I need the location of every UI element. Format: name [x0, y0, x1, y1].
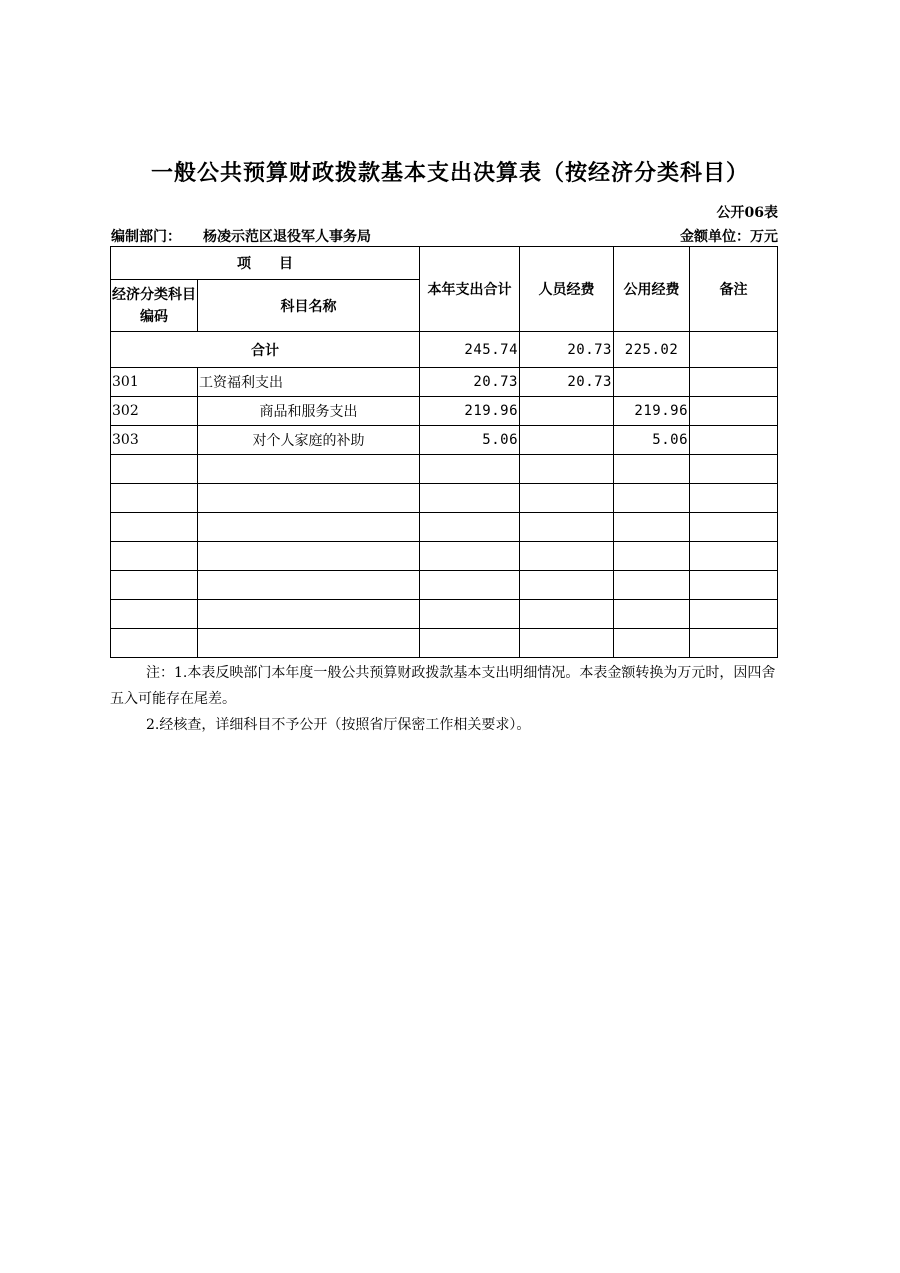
row-total — [420, 455, 520, 484]
prepared-by — [111, 226, 371, 246]
row-total — [420, 513, 520, 542]
row-code: 301 — [111, 368, 198, 397]
total-label: 合计 — [111, 332, 420, 368]
header-total: 本年支出合计 — [420, 247, 520, 332]
row-total: 5.06 — [420, 426, 520, 455]
header-row-1 — [111, 247, 778, 280]
row-public — [614, 542, 690, 571]
row-remark — [690, 426, 778, 455]
row-personnel: 20.73 — [520, 368, 614, 397]
row-name — [198, 629, 420, 658]
row-name: 对个人家庭的补助 — [198, 426, 420, 455]
note-2: 2.经核查，详细科目不予公开（按照省厅保密工作相关要求）。 — [146, 717, 531, 733]
row-total — [420, 542, 520, 571]
row-remark — [690, 368, 778, 397]
table-row — [111, 397, 778, 426]
row-remark — [690, 455, 778, 484]
row-total — [420, 571, 520, 600]
row-remark — [690, 571, 778, 600]
row-name — [198, 571, 420, 600]
row-name: 商品和服务支出 — [198, 397, 420, 426]
row-personnel — [520, 513, 614, 542]
row-name — [198, 600, 420, 629]
table-row — [111, 513, 778, 542]
notes — [110, 660, 778, 738]
expenditure-table — [110, 246, 778, 658]
header-personnel: 人员经费 — [520, 247, 614, 332]
row-name — [198, 455, 420, 484]
row-personnel — [520, 455, 614, 484]
prepared-by-value: 杨凌示范区退役军人事务局 — [203, 229, 371, 245]
row-public — [614, 571, 690, 600]
header-subject-name: 科目名称 — [198, 280, 420, 332]
row-public — [614, 600, 690, 629]
unit-label: 金额单位：万元 — [680, 229, 778, 245]
row-personnel — [520, 571, 614, 600]
row-personnel — [520, 426, 614, 455]
row-total: 20.73 — [420, 368, 520, 397]
header-remark: 备注 — [690, 247, 778, 332]
table-row — [111, 600, 778, 629]
total-row — [111, 332, 778, 368]
row-total — [420, 600, 520, 629]
table-row — [111, 571, 778, 600]
total-public: 225.02 — [614, 332, 690, 368]
row-code: 302 — [111, 397, 198, 426]
table-row — [111, 629, 778, 658]
total-amount: 245.74 — [420, 332, 520, 368]
row-remark — [690, 513, 778, 542]
row-personnel — [520, 397, 614, 426]
header-item: 项 目 — [111, 247, 420, 280]
table-id: 公开06表 — [716, 205, 778, 221]
row-name — [198, 542, 420, 571]
row-code — [111, 542, 198, 571]
row-remark — [690, 629, 778, 658]
row-total — [420, 629, 520, 658]
row-code — [111, 455, 198, 484]
total-remark — [690, 332, 778, 368]
row-personnel — [520, 629, 614, 658]
row-personnel — [520, 600, 614, 629]
row-total: 219.96 — [420, 397, 520, 426]
table-row — [111, 542, 778, 571]
row-name — [198, 513, 420, 542]
row-name — [198, 484, 420, 513]
row-public — [614, 455, 690, 484]
row-personnel — [520, 484, 614, 513]
row-public — [614, 513, 690, 542]
row-code: 303 — [111, 426, 198, 455]
row-remark — [690, 542, 778, 571]
row-name: 工资福利支出 — [198, 368, 420, 397]
header-public: 公用经费 — [614, 247, 690, 332]
total-personnel: 20.73 — [520, 332, 614, 368]
table-row — [111, 368, 778, 397]
note-1: 注：1.本表反映部门本年度一般公共预算财政拨款基本支出明细情况。本表金额转换为万元时，因四舍五入可能存在尾差。 — [110, 665, 776, 707]
page-title: 一般公共预算财政拨款基本支出决算表（按经济分类科目） — [150, 160, 749, 186]
row-public — [614, 368, 690, 397]
row-remark — [690, 397, 778, 426]
meta-row — [111, 226, 778, 244]
table-row — [111, 455, 778, 484]
row-remark — [690, 600, 778, 629]
row-code — [111, 629, 198, 658]
row-public — [614, 484, 690, 513]
row-public — [614, 629, 690, 658]
row-public: 5.06 — [614, 426, 690, 455]
row-code — [111, 484, 198, 513]
table-row — [111, 426, 778, 455]
row-code — [111, 600, 198, 629]
row-remark — [690, 484, 778, 513]
row-public: 219.96 — [614, 397, 690, 426]
header-econ-code: 经济分类科目编码 — [111, 280, 198, 332]
table-row — [111, 484, 778, 513]
prepared-by-label: 编制部门： — [111, 229, 181, 245]
row-total — [420, 484, 520, 513]
row-code — [111, 571, 198, 600]
row-code — [111, 513, 198, 542]
row-personnel — [520, 542, 614, 571]
